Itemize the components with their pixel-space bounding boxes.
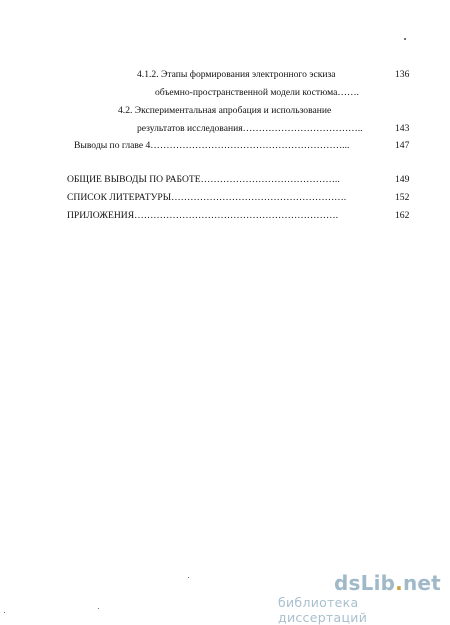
toc-entry-4-1-2-continuation: объемно-пространственной модели костюма……. (155, 87, 359, 98)
toc-entry-4-2-title: 4.2. Экспериментальная апробация и использование (118, 105, 332, 116)
toc-page-number: 152 (395, 192, 410, 203)
toc-entry-general-conclusions: ОБЩИЕ ВЫВОДЫ ПО РАБОТЕ…………………………………….. (67, 174, 340, 185)
watermark-logo (334, 571, 441, 595)
toc-entry-4-2-continuation: результатов исследования……………………………….. (137, 123, 363, 134)
toc-entry-appendices: ПРИЛОЖЕНИЯ………………………………………………………. (67, 210, 338, 221)
toc-page-number: 147 (395, 140, 410, 151)
scan-speck (4, 612, 5, 613)
toc-page-number: 143 (395, 123, 410, 134)
watermark-logo-dot: . (395, 571, 403, 595)
toc-entry-chapter-4-conclusions: Выводы по главе 4……………………………………………………... (74, 140, 350, 151)
toc-page-number: 162 (395, 210, 410, 221)
toc-page-number: 149 (395, 174, 410, 185)
scan-speck (98, 608, 99, 609)
watermark-logo-main: dsLib (334, 571, 396, 595)
toc-entry-references: СПИСОК ЛИТЕРАТУРЫ………………………………………………. (67, 192, 347, 203)
toc-entry-4-1-2-title: 4.1.2. Этапы формирования электронного эскиза (137, 69, 336, 80)
toc-page-number: 136 (395, 69, 410, 80)
scan-speck (188, 577, 189, 578)
watermark-logo-tld: net (402, 571, 441, 595)
scan-speck (404, 38, 406, 40)
watermark-subtitle: библиотека диссертаций (278, 595, 368, 625)
